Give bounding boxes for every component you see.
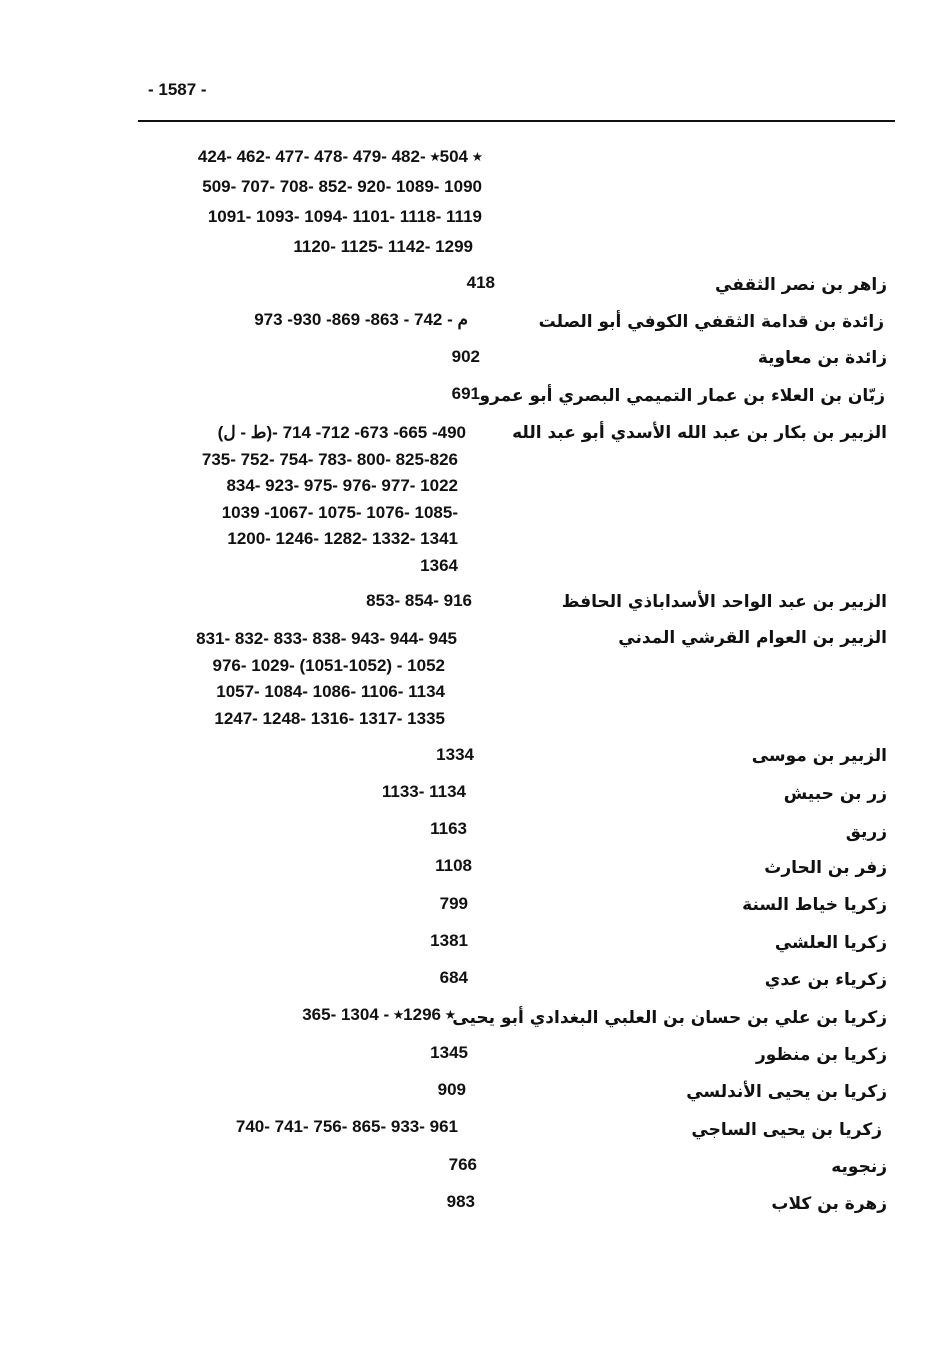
entry-name: زريق xyxy=(845,822,887,842)
entry-name: زهرة بن كلاب xyxy=(771,1194,887,1214)
entry-numbers-3 xyxy=(452,347,480,367)
page-ref-line: 799 xyxy=(439,894,468,913)
page-ref-line: 853- 854- 916 xyxy=(366,591,472,610)
page-ref-line: 834- 923- 975- 976- 977- 1022 xyxy=(226,476,458,495)
entry-name: زائدة بن قدامة الثقفي الكوفي أبو الصلت xyxy=(538,312,884,332)
page-ref-line: 691 xyxy=(451,384,480,403)
entry-numbers-0 xyxy=(198,142,482,262)
entry-numbers-11 xyxy=(435,856,472,876)
entry-numbers-8 xyxy=(436,745,474,765)
entry-numbers-17 xyxy=(438,1080,466,1100)
page-ref-line: 684 xyxy=(439,968,468,987)
page-ref-line: 983 xyxy=(446,1192,475,1211)
entry-numbers-4 xyxy=(452,384,480,404)
page-ref-line: (ط - ل)- 490- 665- 673- 712- 714 xyxy=(217,423,466,442)
page-number: - 1587 - xyxy=(148,80,207,99)
entry-numbers-19 xyxy=(449,1155,477,1175)
entry-numbers-9 xyxy=(382,782,466,802)
entry-numbers-6 xyxy=(366,591,472,611)
entry-numbers-2 xyxy=(254,310,468,330)
entry-name: الزبير بن بكار بن عبد الله الأسدي أبو عبد الله xyxy=(512,423,887,443)
entry-name: الزبير بن عبد الواحد الأسداباذي الحافظ xyxy=(561,592,887,612)
page-ref-line: 740- 741- 756- 865- 933- 961 xyxy=(235,1117,458,1136)
entry-name: زكريا بن يحيى الساجي xyxy=(691,1120,882,1140)
entry-numbers-20 xyxy=(447,1192,475,1212)
page-ref-line: 909 xyxy=(437,1080,466,1099)
entry-numbers-5 xyxy=(202,420,466,579)
entry-numbers-10 xyxy=(430,819,467,839)
page-ref-line: 1133- 1134 xyxy=(381,782,466,801)
page-ref-line: 424- 462- 477- 478- 479- 482- ٭ 504٭ xyxy=(197,147,482,166)
page-ref-line: 766 xyxy=(448,1155,477,1174)
entry-name: زكريا خياط السنة xyxy=(742,895,887,915)
header-rule xyxy=(138,120,895,122)
page-ref-line: 1200- 1246- 1282- 1332- 1341 xyxy=(227,529,458,548)
entry-numbers-13 xyxy=(430,931,468,951)
page-ref-line: 1334 xyxy=(436,745,474,764)
entry-name: زكريا بن علي بن حسان بن العلبي البغدادي أبو يحيى xyxy=(452,1008,887,1028)
entry-name: زكريا بن منظور xyxy=(755,1045,887,1065)
page-ref-line: 902 xyxy=(451,347,480,366)
entry-name: زكرياء بن عدي xyxy=(764,970,887,990)
page-ref-line: 1345 xyxy=(430,1043,468,1062)
entry-numbers-1 xyxy=(467,273,495,293)
page-ref-line: 735- 752- 754- 783- 800- 825-826 xyxy=(201,449,458,469)
page-ref-line: 1163 xyxy=(430,819,467,838)
entry-name: زنجويه xyxy=(831,1157,887,1177)
page-ref-line: 1247- 1248- 1316- 1317- 1335 xyxy=(214,708,445,728)
entry-name: زر بن حبيش xyxy=(783,784,887,804)
page-ref-line: 1091- 1093- 1094- 1101- 1118- 1119 xyxy=(207,207,482,226)
entry-numbers-7 xyxy=(196,626,457,732)
entry-numbers-12 xyxy=(440,894,468,914)
page-ref-line: م - 742 - 863- 869- 930- 973 xyxy=(254,310,468,329)
page-ref-line: 1381 xyxy=(430,931,468,950)
page-ref-line: 1120- 1125- 1142- 1299 xyxy=(293,237,473,256)
entry-name: الزبير بن موسى xyxy=(751,746,887,766)
entry-name: زكريا العلشي xyxy=(774,933,887,953)
page-ref-line: 976- 1029- (1051-1052) - 1052 xyxy=(212,655,445,675)
entry-numbers-18 xyxy=(236,1117,458,1137)
page-ref-line: 1057- 1084- 1086- 1106- 1134 xyxy=(216,682,445,701)
page-ref-line: 509- 707- 708- 852- 920- 1089- 1090 xyxy=(202,177,482,196)
entry-name: زفر بن الحارث xyxy=(764,858,887,878)
page-ref-line: 1364 xyxy=(420,555,458,575)
entry-name: الزبير بن العوام القرشي المدني xyxy=(618,628,887,648)
entry-name: زكريا بن يحيى الأندلسي xyxy=(686,1082,887,1102)
entry-name: زاهر بن نصر الثقفي xyxy=(715,275,887,295)
entry-numbers-16 xyxy=(430,1043,468,1063)
page-ref-line: 1039 -1067- 1075- 1076- 1085- xyxy=(221,502,458,522)
entry-numbers-15 xyxy=(302,1005,455,1025)
entry-name: زبّان بن العلاء بن عمار التميمي البصري أبو عمرو xyxy=(479,386,885,406)
page-ref-line: 365- ٭ 1296٭ - 1304 xyxy=(302,1005,455,1024)
page-ref-line: 418 xyxy=(466,273,495,292)
page-ref-line: 831- 832- 833- 838- 943- 944- 945 xyxy=(196,629,457,648)
entry-numbers-14 xyxy=(440,968,468,988)
page-ref-line: 1108 xyxy=(435,856,472,875)
entry-name: زائدة بن معاوية xyxy=(757,348,887,368)
